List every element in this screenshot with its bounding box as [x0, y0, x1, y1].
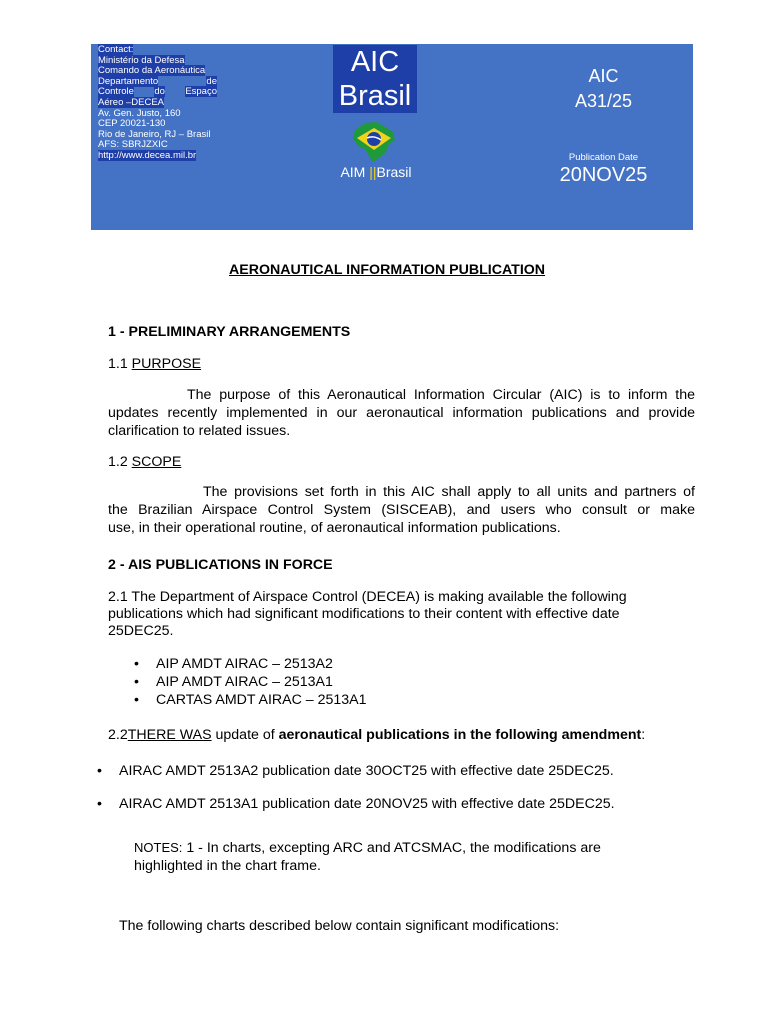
contact-line: Rio de Janeiro, RJ – Brasil: [98, 128, 211, 140]
aic-number: A31/25: [574, 91, 633, 111]
paragraph-line: publications which had significant modifications to their content with effective date: [108, 606, 620, 622]
contact-block: [98, 45, 217, 162]
paragraph-line: updates recently implemented in our aeronautical information publications and provide: [108, 405, 695, 421]
list-item: [134, 691, 367, 709]
notes-label: NOTES:: [134, 840, 183, 855]
notes-line: highlighted in the chart frame.: [134, 858, 321, 874]
list-item-text: AIP AMDT AIRAC – 2513A1: [156, 674, 333, 690]
list-item: [134, 655, 333, 673]
plain-text: update of: [211, 727, 279, 743]
contact-line: Aéreo –DECEA: [98, 96, 165, 108]
aim-suffix: Brasil: [376, 164, 412, 180]
list-item-text: CARTAS AMDT AIRAC – 2513A1: [156, 692, 367, 708]
contact-line: Comando da Aeronáutica: [98, 65, 206, 77]
aim-prefix: AIM: [340, 164, 370, 180]
bold-text: aeronautical publications in the following amendment: [278, 727, 642, 743]
scope-paragraph: [108, 483, 695, 537]
aic-number-block: [551, 64, 656, 114]
contact-line: Departamento de: [98, 75, 217, 87]
publication-date: 20NOV25: [559, 164, 648, 186]
section-label: PURPOSE: [131, 356, 202, 372]
section-label: SCOPE: [131, 454, 182, 470]
paragraph-line: clarification to related issues.: [108, 423, 291, 439]
list-item-text: AIP AMDT AIRAC – 2513A2: [156, 656, 333, 672]
purpose-paragraph: [108, 386, 695, 440]
plain-text: :: [641, 727, 646, 743]
section-1-1-heading: [108, 355, 201, 373]
publication-date-label: Publication Date: [568, 152, 639, 163]
bullet-icon: •: [134, 674, 139, 690]
list-item-text: AIRAC AMDT 2513A2 publication date 30OCT25 with effective date 25DEC25.: [119, 763, 614, 779]
aic-label: AIC: [588, 66, 619, 86]
notes-line: [134, 839, 601, 857]
underlined-text: THERE WAS: [127, 727, 212, 743]
section-1-heading: 1 - PRELIMINARY ARRANGEMENTS: [108, 324, 351, 340]
aim-brasil-label: [321, 164, 431, 180]
notes-text: 1 - In charts, excepting ARC and ATCSMAC, the modifications are: [182, 840, 601, 856]
contact-line: Controle do Espaço: [98, 86, 217, 98]
section-number: 1.2: [108, 454, 132, 470]
charts-intro: The following charts described below contain significant modifications:: [119, 918, 560, 934]
aic-logo-line2: Brasil: [338, 80, 412, 112]
list-item: [97, 795, 615, 813]
header-banner: [91, 44, 693, 230]
list-item-text: AIRAC AMDT 2513A1 publication date 20NOV25 with effective date 25DEC25.: [119, 796, 615, 812]
aim-bars: ||: [369, 164, 377, 180]
aic-logo-line1: AIC: [350, 46, 400, 78]
section-number: 2.2: [108, 727, 128, 743]
paragraph-line: the Brazilian Airspace Control System (SISCEAB), and users who consult or make: [108, 502, 695, 518]
list-item: [134, 673, 333, 691]
aic-brasil-logo: [333, 45, 417, 113]
bullet-icon: •: [97, 763, 102, 779]
contact-line: AFS: SBRJZXIC: [98, 139, 168, 151]
section-2-heading: 2 - AIS PUBLICATIONS IN FORCE: [108, 557, 333, 573]
contact-line: Contact:: [98, 44, 134, 55]
section-number: 1.1: [108, 356, 132, 372]
bullet-icon: •: [134, 692, 139, 708]
contact-line: Av. Gen. Justo, 160: [98, 107, 181, 119]
list-item: [97, 762, 614, 780]
bullet-icon: •: [97, 796, 102, 812]
paragraph-line: 2.1 The Department of Airspace Control (DECEA) is making available the following: [108, 589, 627, 605]
brazil-flag-map-icon: [349, 118, 399, 164]
bullet-icon: •: [134, 656, 139, 672]
contact-line: CEP 20021-130: [98, 118, 166, 130]
contact-line: Ministério da Defesa: [98, 54, 185, 66]
section-2-2-line: [108, 726, 645, 744]
paragraph-line: use, in their operational routine, of aeronautical information publications.: [108, 520, 561, 536]
paragraph-line: The purpose of this Aeronautical Information Circular (AIC) is to inform the: [187, 387, 695, 403]
paragraph-line: The provisions set forth in this AIC shall apply to all units and partners of: [203, 484, 695, 500]
document-title: AERONAUTICAL INFORMATION PUBLICATION: [229, 262, 546, 278]
section-1-2-heading: [108, 453, 181, 471]
paragraph-line: 25DEC25.: [108, 623, 174, 639]
contact-url[interactable]: http://www.decea.mil.br: [98, 149, 197, 161]
